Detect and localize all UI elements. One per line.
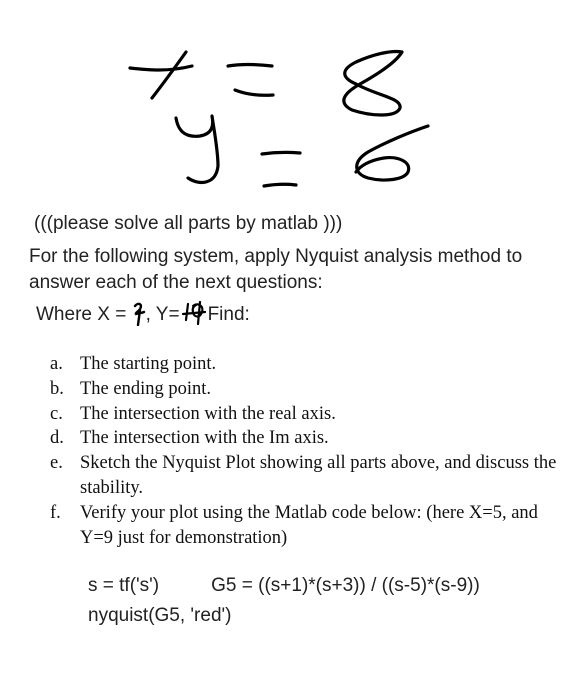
handwritten-equals-top-1 bbox=[228, 65, 272, 67]
where-line bbox=[36, 300, 250, 326]
list-item bbox=[50, 451, 560, 501]
list-text: Sketch the Nyquist Plot showing all parts above, and discuss the stability. bbox=[80, 453, 557, 498]
list-text: The intersection with the real axis. bbox=[80, 403, 336, 424]
list-item bbox=[50, 402, 560, 427]
handwritten-x-stroke bbox=[152, 52, 186, 98]
handwritten-six bbox=[356, 126, 428, 180]
question-list bbox=[50, 352, 560, 550]
code-transfer-function: G5 = ((s+1)*(s+3)) / ((s-5)*(s-9)) bbox=[211, 575, 480, 596]
list-marker: e. bbox=[50, 453, 63, 474]
list-text: Verify your plot using the Matlab code below: (here X=5, and Y=9 just for demonstration) bbox=[80, 502, 538, 548]
list-item bbox=[50, 501, 560, 551]
list-marker: a. bbox=[50, 354, 63, 374]
instruction-text: For the following system, apply Nyquist analysis method to answer each of the next questions: bbox=[29, 246, 523, 293]
handwritten-y bbox=[176, 116, 218, 182]
list-text: The ending point. bbox=[80, 378, 212, 399]
matlab-note: (((please solve all parts by matlab ))) bbox=[34, 213, 343, 234]
handwritten-x bbox=[130, 66, 192, 70]
list-item bbox=[50, 377, 560, 402]
list-text: The starting point. bbox=[80, 354, 217, 374]
list-marker: c. bbox=[50, 403, 63, 424]
list-marker: f. bbox=[50, 502, 61, 523]
handwritten-equals-top-2 bbox=[262, 152, 300, 154]
where-middle: , Y= bbox=[145, 304, 180, 325]
code-line-2: nyquist(G5, 'red') bbox=[88, 605, 232, 626]
list-text: The intersection with the Im axis. bbox=[80, 428, 329, 449]
handwritten-values bbox=[0, 0, 575, 210]
code-line-1 bbox=[88, 571, 480, 601]
list-marker: d. bbox=[50, 428, 64, 449]
matlab-code-block bbox=[88, 571, 480, 631]
code-tf-statement: s = tf('s') bbox=[88, 575, 160, 596]
list-marker: b. bbox=[50, 378, 64, 399]
where-suffix: Find: bbox=[207, 304, 250, 325]
handwritten-equals-bottom-2 bbox=[264, 184, 296, 186]
list-item bbox=[50, 352, 560, 377]
where-prefix: Where X = bbox=[36, 304, 132, 325]
x-value-scribble bbox=[132, 300, 146, 326]
handwritten-eight bbox=[344, 51, 402, 115]
y-value-scribble bbox=[180, 300, 208, 326]
handwritten-equals-bottom-1 bbox=[235, 90, 273, 95]
list-item bbox=[50, 426, 560, 451]
